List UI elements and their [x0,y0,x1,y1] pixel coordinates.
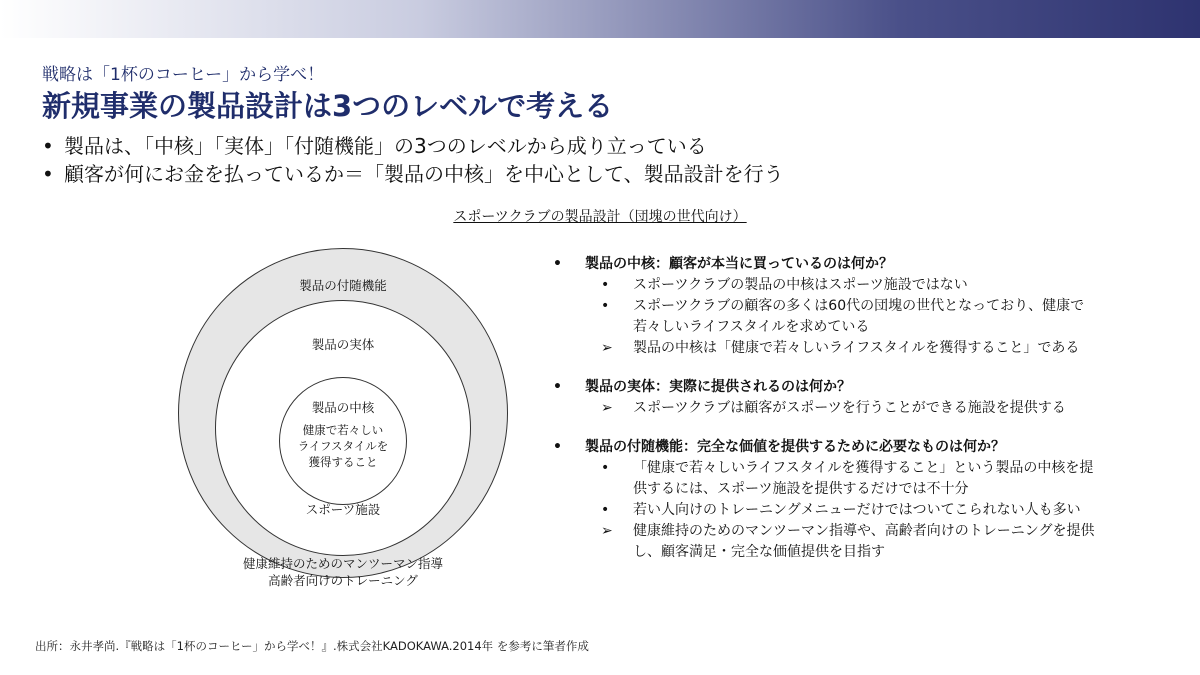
lead-bullet: • 製品は、「中核」「実体」「付随機能」の3つのレベルから成り立っている [42,134,707,158]
bullet-icon: • [42,134,54,158]
bullet-icon: • [601,277,610,293]
section-heading: • 製品の中核：顧客が本当に買っているのは何か？ [553,254,1103,275]
outer-ring-note-2: 高齢者向けのトレーニング [268,573,418,588]
header-banner [0,0,1200,38]
section-actual [553,377,1103,419]
bullet-icon: • [553,256,562,272]
list-item: • スポーツクラブの顧客の多くは60代の団塊の世代となっており、健康で若々しいライフスタイルを求めている [601,298,1085,335]
source-footnote: 出所：永井孝尚.『戦略は「1杯のコーヒー」から学べ！』.株式会社KADOKAWA.2014年 を参考に筆者作成 [35,639,589,653]
lead-bullet: • 顧客が何にお金を払っているか＝「製品の中核」を中心として、製品設計を行う [42,162,784,186]
outer-ring-note-1: 健康維持のためのマンツーマン指導 [242,556,443,571]
inner-ring-label: 製品の中核 [311,400,375,415]
list-item: • スポーツクラブの製品の中核はスポーツ施設ではない [553,275,1103,296]
slide-subtitle: 戦略は「1杯のコーヒー」から学べ！ [42,65,325,85]
section-augmented [553,437,1103,563]
arrow-icon: ➢ [601,523,613,539]
lead-bullet-list [42,132,784,188]
bullet-icon: • [553,379,562,395]
figure-caption: スポーツクラブの製品設計（団塊の世代向け） [453,209,747,225]
slide-title: 新規事業の製品設計は3つのレベルで考える [42,89,614,123]
middle-ring-label: 製品の実体 [311,337,375,352]
list-item: ➢ 製品の中核は「健康で若々しいライフスタイルを獲得すること」である [553,338,1103,359]
product-levels-diagram [178,248,508,588]
list-item: ➢ 健康維持のためのマンツーマン指導や、高齢者向けのトレーニングを提供し、顧客満足・完全な価値提供を目指す [601,523,1095,560]
arrow-icon: ➢ [601,400,613,416]
arrow-icon: ➢ [601,340,613,356]
bullet-icon: • [601,460,610,476]
middle-ring-note: スポーツ施設 [305,502,381,517]
section-heading: • 製品の実体：実際に提供されるのは何か？ [553,377,1103,398]
bullet-icon: • [601,298,610,314]
bullet-icon: • [601,502,610,518]
section-core [553,254,1103,359]
list-item: • 「健康で若々しいライフスタイルを獲得すること」という製品の中核を提供するには、スポーツ施設を提供するだけでは不十分 [601,460,1094,497]
list-item: • 若い人向けのトレーニングメニューだけではついてこられない人も多い [553,500,1103,521]
list-item: ➢ スポーツクラブは顧客がスポーツを行うことができる施設を提供する [553,398,1103,419]
inner-ring-note: 健康で若々しい ライフスタイルを 獲得すること [297,423,389,469]
section-heading: • 製品の付随機能：完全な価値を提供するために必要なものは何か？ [553,437,1103,458]
outer-ring-label: 製品の付随機能 [299,278,387,293]
bullet-icon: • [42,162,54,186]
explanation-list [553,254,1103,581]
bullet-icon: • [553,439,562,455]
